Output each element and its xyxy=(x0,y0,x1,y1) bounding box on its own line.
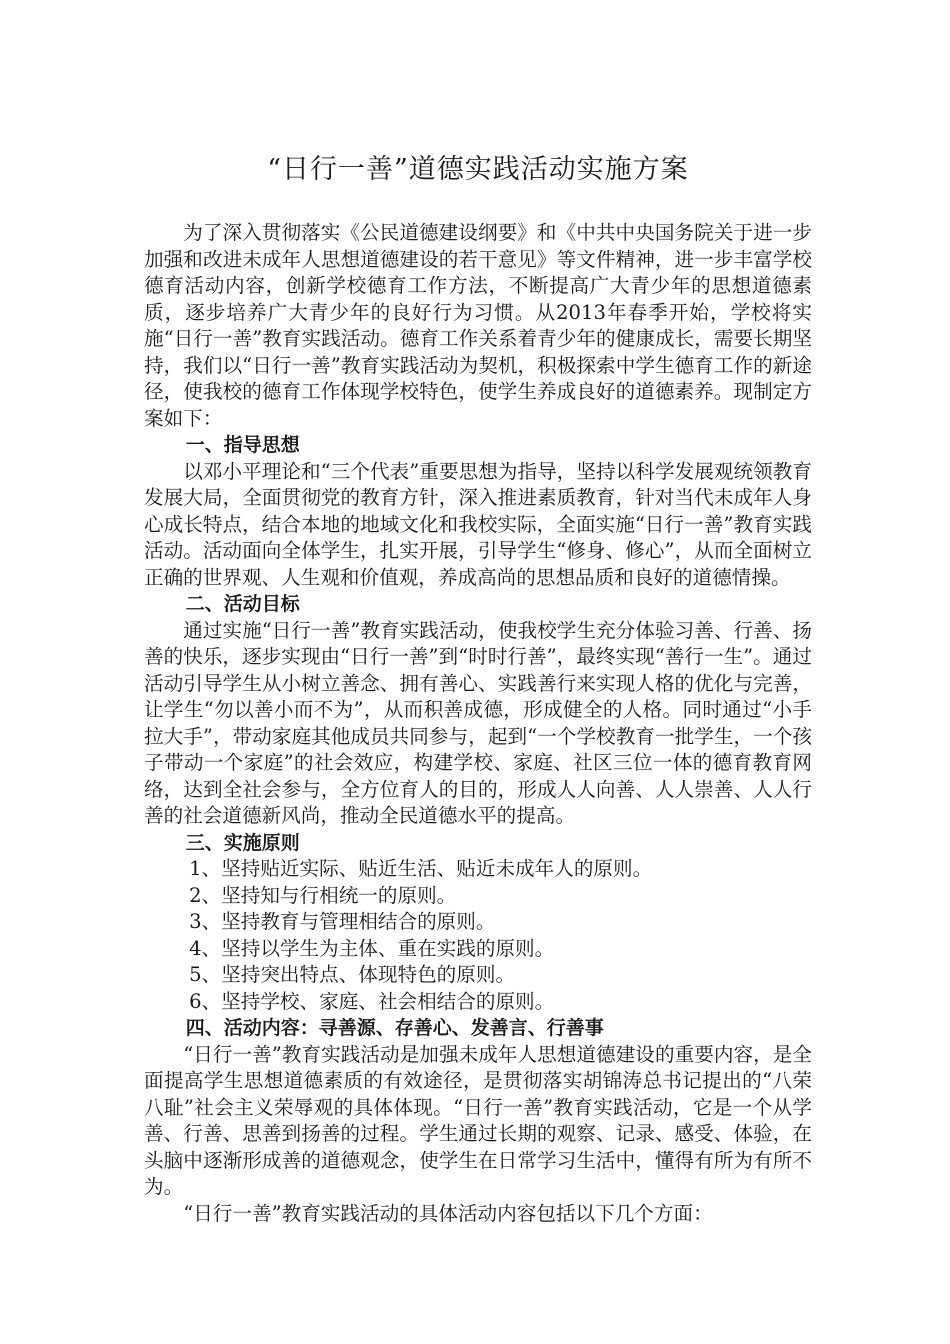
principle-item: 1、坚持贴近实际、贴近生活、贴近未成年人的原则。 xyxy=(189,857,653,880)
principle-item: 5、坚持突出特点、体现特色的原则。 xyxy=(189,963,516,986)
section-text-activity-goals: 通过实施“日行一善”教育实践活动，使我校学生充分体验习善、行善、扬善的快乐，逐步实现由“日行一善”到“时时行善”，最终实现“善行一生”。通过活动引导学生从小树立善念、拥有善心、实践善行来实现人格的优化与完善，让学生“勿以善小而不为”，从而积善成德，形成健全的人格。同时通过“小手拉大手”，带动家庭其他成员共同参与，起到“一个学校教育一批学生，一个孩子带动一个家庭”的社会效应，构建学校、家庭、社区三位一体的德育教育网络，达到全社会参与，全方位育人的目的，形成人人向善、人人崇善、人人行善的社会道德新风尚，推动全民道德水平的提高。 xyxy=(144,618,812,827)
section-heading-principles: 三、实施原则 xyxy=(185,831,300,854)
principle-item: 3、坚持教育与管理相结合的原则。 xyxy=(189,910,496,933)
section-text-guiding-ideology: 以邓小平理论和“三个代表”重要思想为指导，坚持以科学发展观统领教育发展大局，全面贯彻党的教育方针，深入推进素质教育，针对当代未成年人身心成长特点，结合本地的地域文化和我校实际，全面实施“日行一善”教育实践活动。活动面向全体学生，扎实开展，引导学生“修身、修心”，从而全面树立正确的世界观、人生观和价值观，养成高尚的思想品质和良好的道德情操。 xyxy=(144,459,812,589)
principle-item: 4、坚持以学生为主体、重在实践的原则。 xyxy=(189,936,555,960)
section-text-activity-content-lead: “日行一善”教育实践活动的具体活动内容包括以下几个方面： xyxy=(183,1201,713,1225)
section-heading-activity-content: 四、活动内容：寻善源、存善心、发善言、行善事 xyxy=(185,1017,604,1039)
section-heading-activity-goals: 二、活动目标 xyxy=(185,593,300,615)
intro-paragraph: 为了深入贯彻落实《公民道德建设纲要》和《中共中央国务院关于进一步加强和改进未成年人思想道德建设的若干意见》等文件精神，进一步丰富学校德育活动内容，创新学校德育工作方法，不断提高广大青少年的思想道德素质，逐步培养广大青少年的良好行为习惯。从2013年春季开始，学校将实施“日行一善”教育实践活动。德育工作关系着青少年的健康成长，需要长期坚持，我们以“日行一善”教育实践活动为契机，积极探索中学生德育工作的新途径，使我校的德育工作体现学校特色，使学生养成良好的道德素养。现制定方案如下： xyxy=(144,221,812,430)
section-heading-guiding-ideology: 一、指导思想 xyxy=(185,434,300,456)
document-page xyxy=(144,150,812,1227)
principle-item: 6、坚持学校、家庭、社会相结合的原则。 xyxy=(189,989,555,1013)
document-title: “日行一善”道德实践活动实施方案 xyxy=(267,154,689,185)
section-text-activity-content: “日行一善”教育实践活动是加强未成年人思想道德建设的重要内容，是全面提高学生思想道德素质的有效途径，是贯彻落实胡锦涛总书记提出的“八荣八耻”社会主义荣辱观的具体体现。“日行一善”教育实践活动，它是一个从学善、行善、思善到扬善的过程。学生通过长期的观察、记录、感受、体验，在头脑中逐渐形成善的道德观念，使学生在日常学习生活中，懂得有所为有所不为。 xyxy=(144,1042,812,1198)
principle-item: 2、坚持知与行相统一的原则。 xyxy=(189,883,457,907)
